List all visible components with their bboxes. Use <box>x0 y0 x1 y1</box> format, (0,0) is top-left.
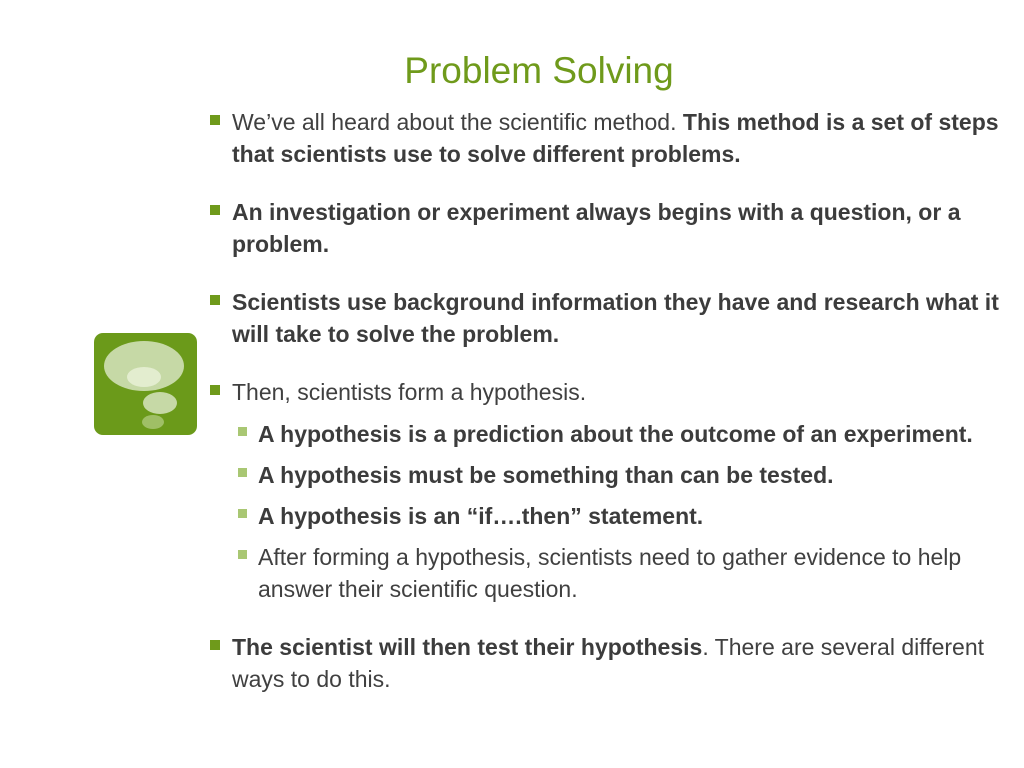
bullet-text-bold: This method is a set of steps that scientists use to solve different problems. <box>232 109 999 167</box>
thought-bubble-icon <box>94 333 197 435</box>
sub-bullet-marker <box>238 427 247 436</box>
bullet-text-bold: An investigation or experiment always begins with a question, or a problem. <box>232 199 961 257</box>
sub-bullet-item-4 <box>208 541 1008 605</box>
sub-bullet-text-bold: A hypothesis must be something than can be tested. <box>258 462 834 488</box>
bullet-text-bold: The scientist will then test their hypothesis <box>232 634 703 660</box>
bullet-list <box>208 104 1008 695</box>
sub-bullet-text-bold: A hypothesis is a prediction about the outcome of an experiment. <box>258 421 973 447</box>
bullet-item-2 <box>208 196 1008 260</box>
sub-bullet-item-3 <box>208 500 1008 532</box>
bullet-marker <box>210 295 220 305</box>
sub-bullet-marker <box>238 468 247 477</box>
sub-bullet-marker <box>238 550 247 559</box>
bullet-text-bold: Scientists use background information they have and research what it will take to solve the problem. <box>232 289 999 347</box>
bullet-marker <box>210 385 220 395</box>
bullet-marker <box>210 115 220 125</box>
sub-bullet-text-bold: A hypothesis is an “if….then” statement. <box>258 503 704 529</box>
sub-bullet-marker <box>238 509 247 518</box>
bullet-item-4 <box>208 376 1008 408</box>
bullet-item-5 <box>208 631 1008 695</box>
bullet-marker <box>210 640 220 650</box>
sub-bullet-item-1 <box>208 418 1008 450</box>
bullet-item-3 <box>208 286 1008 350</box>
bullet-item-1 <box>208 106 1008 170</box>
slide-title: Problem Solving <box>404 50 674 91</box>
sub-bullet-item-2 <box>208 459 1008 491</box>
bullet-text: . There are several different ways to do this. <box>232 634 985 692</box>
sub-bullet-text: After forming a hypothesis, scientists need to gather evidence to help answer their scientific question. <box>258 544 962 602</box>
bullet-marker <box>210 205 220 215</box>
bullet-text: Then, scientists form a hypothesis. <box>232 379 587 405</box>
bullet-text: We’ve all heard about the scientific method. <box>232 109 683 135</box>
